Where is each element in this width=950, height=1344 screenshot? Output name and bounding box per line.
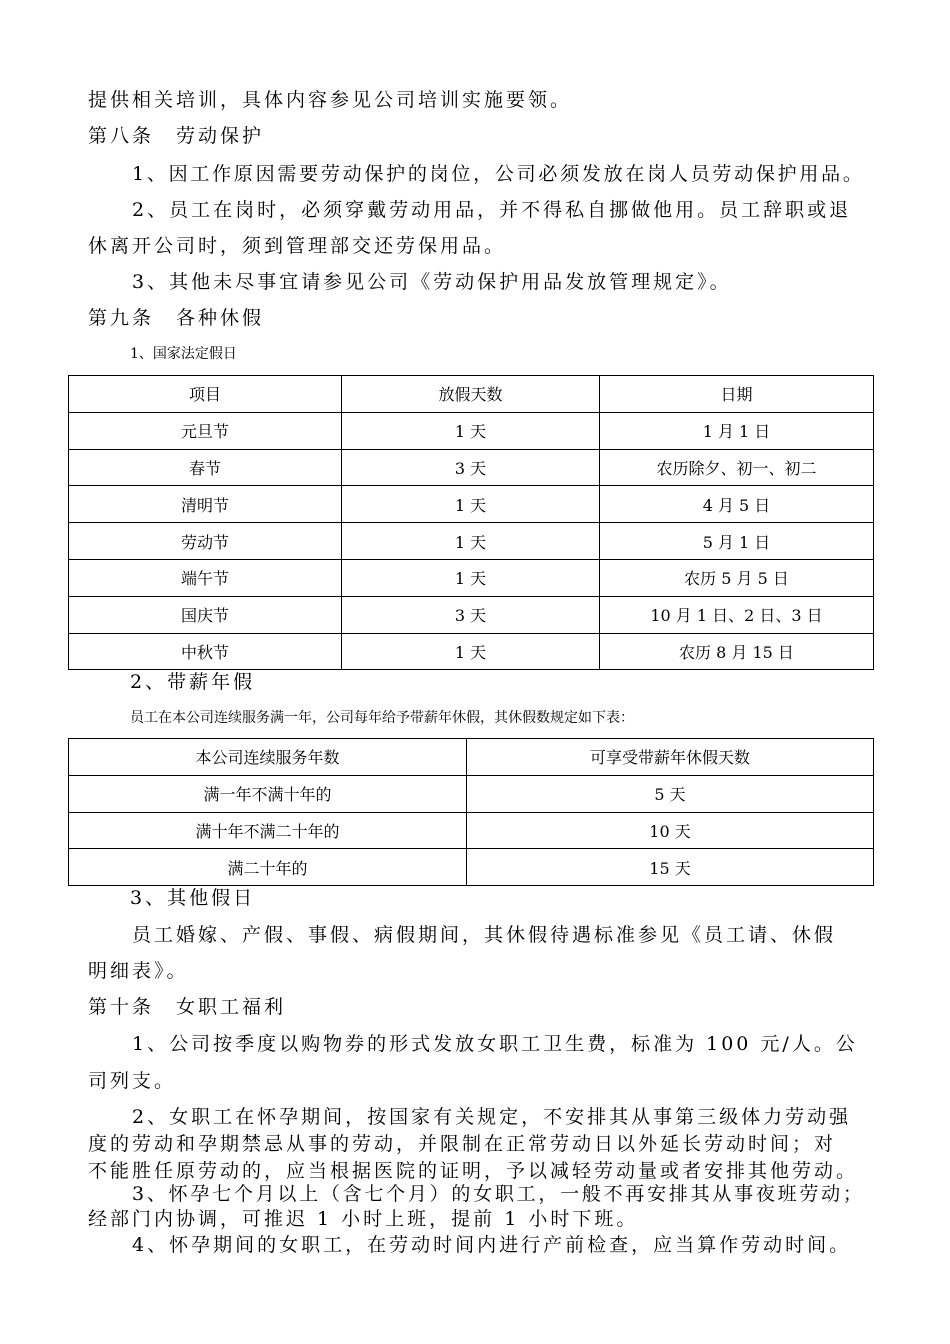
paragraph-line: 经部门内协调，可推迟 1 小时上班，提前 1 小时下班。 [88,1208,639,1230]
table-cell: 10 天 [467,812,874,849]
header-cell: 可享受带薪年休假天数 [467,739,874,776]
table-cell: 满二十年的 [69,849,467,886]
paragraph-line: 明细表》。 [88,960,189,982]
paragraph-line: 4、怀孕期间的女职工，在劳动时间内进行产前检查，应当算作劳动时间。 [132,1234,852,1256]
paragraph-line: 3、怀孕七个月以上（含七个月）的女职工，一般不再安排其从事夜班劳动； [132,1183,865,1205]
paragraph-line: 1、公司按季度以购物券的形式发放女职工卫生费，标准为 100 元/人。公 [132,1033,858,1055]
paragraph-line: 2、女职工在怀孕期间，按国家有关规定，不安排其从事第三级体力劳动强 [132,1106,852,1128]
paragraph-line: 不能胜任原劳动的，应当根据医院的证明，予以减轻劳动量或者安排其他劳动。 [88,1160,859,1182]
table-cell: 1 月 1 日 [600,412,874,449]
subsection-heading: 2、带薪年假 [130,671,256,693]
table-row [69,596,874,633]
paragraph-line: 2、员工在岗时，必须穿戴劳动用品，并不得私自挪做他用。员工辞职或退 [132,199,852,221]
table-header-row [69,739,874,776]
table-cell: 5 天 [467,775,874,812]
table-cell: 10 月 1 日、2 日、3 日 [600,596,874,633]
table-cell: 4 月 5 日 [600,486,874,523]
paragraph-line: 休离开公司时，须到管理部交还劳保用品。 [88,235,507,257]
table-cell: 清明节 [69,486,342,523]
annual-leave-table [68,738,874,886]
table-row [69,559,874,596]
table-row [69,633,874,670]
paragraph-line: 3、其他未尽事宜请参见公司《劳动保护用品发放管理规定》。 [132,271,732,293]
table-row [69,449,874,486]
table-cell: 农历 5 月 5 日 [600,559,874,596]
paragraph-line: 员工在本公司连续服务满一年，公司每年给予带薪年休假，其休假数规定如下表： [130,710,634,726]
table-cell: 中秋节 [69,633,342,670]
table-row [69,775,874,812]
table-cell: 1 天 [342,633,600,670]
table-cell: 1 天 [342,559,600,596]
article-10-heading: 第十条 女职工福利 [88,996,287,1018]
table-cell: 劳动节 [69,523,342,560]
table-cell: 端午节 [69,559,342,596]
table-cell: 农历除夕、初一、初二 [600,449,874,486]
article-9-heading: 第九条 各种休假 [88,307,265,329]
table-cell: 15 天 [467,849,874,886]
table-row [69,486,874,523]
table-row [69,412,874,449]
paragraph-line: 员工婚嫁、产假、事假、病假期间，其休假待遇标准参见《员工请、休假 [132,924,837,946]
paragraph-line: 1、因工作原因需要劳动保护的岗位，公司必须发放在岗人员劳动保护用品。 [132,163,865,185]
header-cell: 本公司连续服务年数 [69,739,467,776]
table-cell: 满一年不满十年的 [69,775,467,812]
table-cell: 3 天 [342,596,600,633]
table-cell: 1 天 [342,523,600,560]
header-cell: 日期 [600,376,874,413]
table-cell: 5 月 1 日 [600,523,874,560]
paragraph-line: 度的劳动和孕期禁忌从事的劳动，并限制在正常劳动日以外延长劳动时间；对 [88,1133,837,1155]
table-cell: 国庆节 [69,596,342,633]
table-row [69,523,874,560]
table-cell: 3 天 [342,449,600,486]
table-cell: 1 天 [342,412,600,449]
table-cell: 1 天 [342,486,600,523]
holiday-table [68,375,874,670]
table-cell: 满十年不满二十年的 [69,812,467,849]
table-header-row [69,376,874,413]
paragraph-line: 提供相关培训，具体内容参见公司培训实施要领。 [88,89,573,111]
header-cell: 项目 [69,376,342,413]
article-8-heading: 第八条 劳动保护 [88,125,265,147]
subsection-heading: 3、其他假日 [130,887,256,909]
table-row [69,849,874,886]
table-cell: 春节 [69,449,342,486]
table-row [69,812,874,849]
table-cell: 元旦节 [69,412,342,449]
header-cell: 放假天数 [342,376,600,413]
subsection-heading: 1、国家法定假日 [130,346,237,362]
table-cell: 农历 8 月 15 日 [600,633,874,670]
paragraph-line: 司列支。 [88,1070,177,1092]
